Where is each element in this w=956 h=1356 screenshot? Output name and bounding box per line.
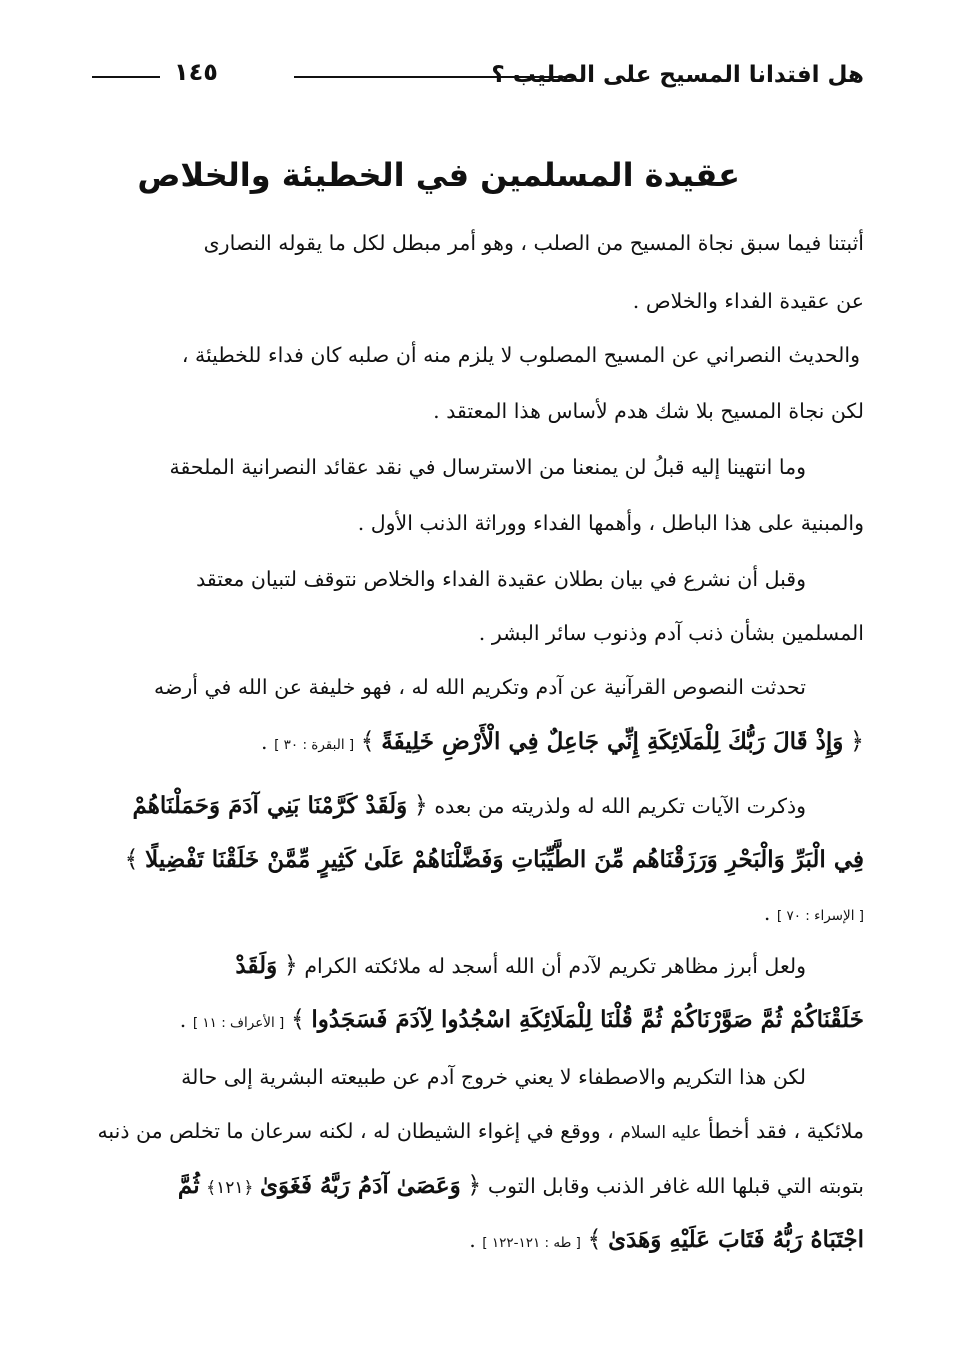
ayah-number-mark: ﴿١٢١﴾: [206, 1178, 254, 1198]
verse-close-bracket: ﴾: [587, 1225, 602, 1253]
verse-text: وَلَقَدْ: [235, 952, 278, 979]
paragraph-6-line-1: [132, 790, 806, 821]
verse-text: وَإِذْ قَالَ رَبُّكَ لِلْمَلَائِكَةِ إِنِّي جَاعِلٌ فِي الْأَرْضِ خَلِيفَةً: [381, 728, 844, 755]
paragraph-7-line-2: [180, 1004, 864, 1038]
sentence-end: .: [261, 730, 268, 754]
quran-verse-1: [261, 726, 864, 760]
verse-citation: [ الإسراء : ٧٠ ]: [776, 908, 864, 924]
verse-text: وَعَصَىٰ آدَمُ رَبَّهُ فَغَوَىٰ: [260, 1172, 461, 1199]
verse-text-continued: خَلَقْنَاكُمْ ثُمَّ صَوَّرْنَاكُمْ ثُمَّ قُلْنَا لِلْمَلَائِكَةِ اسْجُدُوا لِآدَمَ فَسَجَدُوا: [311, 1006, 864, 1033]
verse-open-bracket: ﴿: [413, 791, 428, 819]
paragraph-6-line-2: [125, 844, 864, 875]
header-rule-end: [92, 76, 160, 78]
paragraph-8-text-b: ، ووقع في إغواء الشيطان له ، لكنه سرعان ما تخلص من ذنبه: [97, 1119, 614, 1143]
verse-text-continued: ثُمَّ: [177, 1172, 200, 1199]
paragraph-8-intro: بتوبته التي قبلها الله غافر الذنب وقابل التوب: [487, 1174, 864, 1198]
paragraph-2-line-2: لكن نجاة المسيح بلا شك هدم لأساس هذا المعتقد .: [433, 399, 864, 423]
running-header-title: هل افتدانا المسيح على الصليب ؟: [491, 62, 864, 88]
paragraph-8-line-2: [97, 1116, 864, 1148]
section-title: عقيدة المسلمين في الخطيئة والخلاص: [137, 156, 740, 194]
verse-open-bracket: ﴿: [467, 1171, 482, 1199]
verse-text-continued: اجْتَبَاهُ رَبُّهُ فَتَابَ عَلَيْهِ وَهَدَىٰ: [608, 1226, 864, 1253]
paragraph-6-intro: وذكرت الآيات تكريم الله له ولذريته من بعده: [434, 794, 806, 818]
verse-open-bracket: ﴿: [849, 727, 864, 755]
verse-close-bracket: ﴾: [124, 845, 139, 873]
paragraph-5-line-1: تحدثت النصوص القرآنية عن آدم وتكريم الله له ، فهو خليفة عن الله في أرضه: [153, 675, 806, 699]
paragraph-1-line-2: عن عقيدة الفداء والخلاص .: [632, 289, 864, 313]
paragraph-7-intro: ولعل أبرز مظاهر تكريم لآدم أن الله أسجد له ملائكته الكرام: [304, 954, 806, 978]
sentence-end: .: [469, 1228, 476, 1252]
verse-citation: [ طه : ١٢١-١٢٢ ]: [482, 1235, 581, 1251]
paragraph-4-line-2: المسلمين بشأن ذنب آدم وذنوب سائر البشر .: [478, 621, 864, 645]
running-header: [92, 58, 864, 102]
paragraph-7-line-1: [235, 950, 806, 981]
paragraph-8-line-4: [469, 1224, 864, 1258]
verse-citation: [ البقرة : ٣٠ ]: [274, 737, 355, 753]
paragraph-8-line-3: [178, 1170, 864, 1203]
sentence-end: .: [179, 1008, 187, 1032]
paragraph-1-line-1: أثبتنا فيما سبق نجاة المسيح من الصلب ، وهو أمر مبطل لكل ما يقوله النصارى: [203, 231, 864, 255]
verse-close-bracket: ﴾: [290, 1005, 305, 1033]
paragraph-8-line-1: لكن هذا التكريم والاصطفاء لا يعني خروج آدم عن طبيعته البشرية إلى حالة: [181, 1065, 806, 1089]
peace-be-upon-him-mark: عليه السلام: [620, 1123, 702, 1143]
verse-open-bracket: ﴿: [283, 951, 298, 979]
verse-text: وَلَقَدْ كَرَّمْنَا بَنِي آدَمَ وَحَمَلْنَاهُمْ: [132, 792, 408, 819]
paragraph-3-line-1: وما انتهينا إليه قبلُ لن يمنعنا من الاسترسال في نقد عقائد النصرانية الملحقة: [169, 455, 806, 479]
paragraph-2-line-1: والحديث النصراني عن المسيح المصلوب لا يلزم منه أن صلبه كان فداء للخطيئة ،: [181, 343, 860, 367]
paragraph-4-line-1: وقبل أن نشرع في بيان بطلان عقيدة الفداء والخلاص نتوقف لتبيان معتقد: [196, 567, 806, 591]
header-rule: [294, 76, 574, 78]
page-number: ١٤٥: [174, 58, 218, 86]
verse-close-bracket: ﴾: [360, 727, 375, 755]
verse-citation: [ الأعراف : ١١ ]: [192, 1015, 285, 1031]
paragraph-8-text-a: ملائكية ، فقد أخطأ: [708, 1119, 864, 1143]
paragraph-6-citation: [764, 898, 864, 931]
sentence-end: .: [763, 901, 771, 925]
verse-text-continued: فِي الْبَرِّ وَالْبَحْرِ وَرَزَقْنَاهُم مِّنَ الطَّيِّبَاتِ وَفَضَّلْنَاهُمْ عَلَىٰ كَثِيرٍ مِّمَّنْ خَلَقْنَا تَفْضِيلًا: [145, 846, 864, 873]
paragraph-3-line-2: والمبنية على هذا الباطل ، وأهمها الفداء ووراثة الذنب الأول .: [357, 511, 864, 535]
